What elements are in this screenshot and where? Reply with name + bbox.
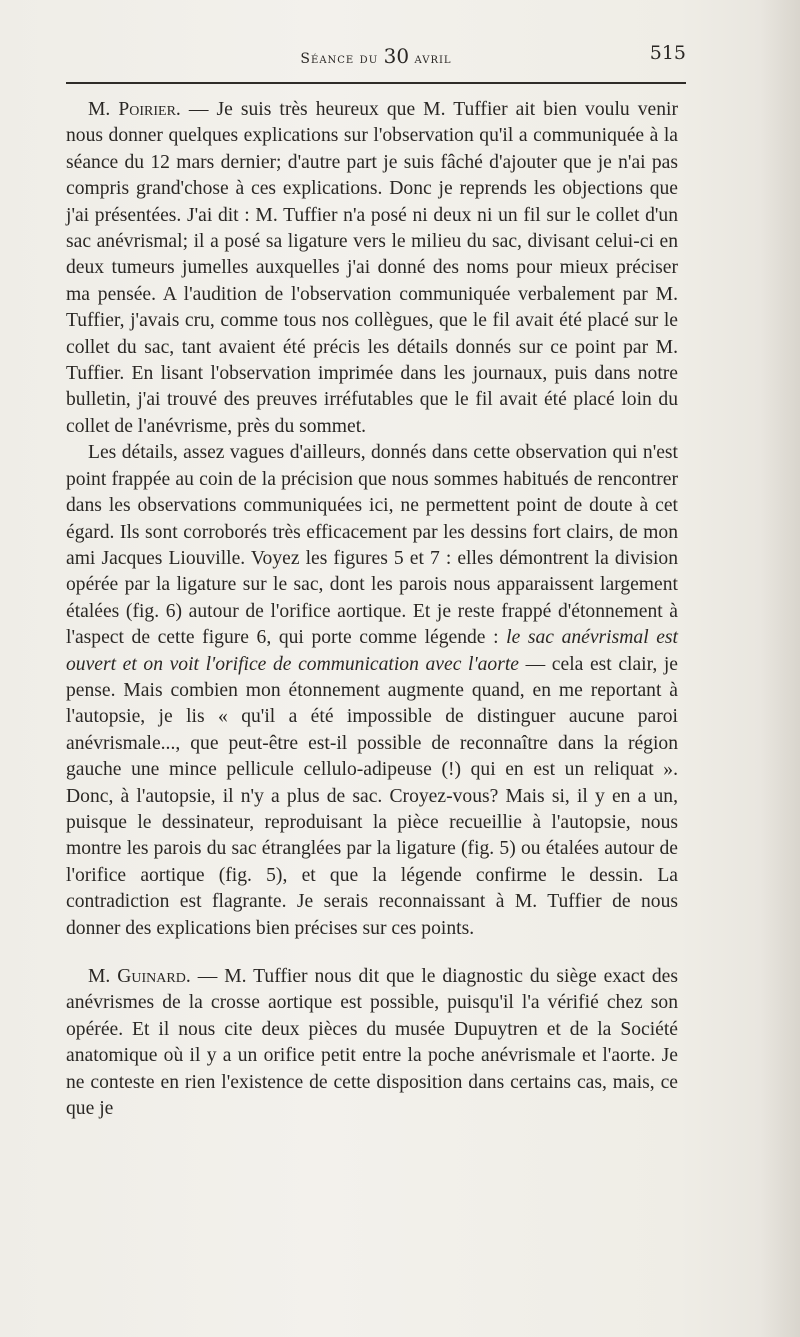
body-text [66,97,678,1122]
paragraph-details [66,440,678,942]
paragraph-text: Les détails, assez vagues d'ailleurs, donnés dans cette observation qui n'est point frappée au coin de la précision que nous sommes habitués de rencontrer dans les observations communiquées ici, ne permettent point de doute à cet égard. Ils sont corroborés très efficacement par les dessins fort clairs, de mon ami Jacques Liouville. Voyez les figures 5 et 7 : elles démontrent la division opérée par la ligature sur le sac, dont les parois nous apparaissent largement étalées (fig. 6) autour de l'orifice aortique. Et je reste frappé d'étonnement à l'aspect de cette figure 6, qui porte comme légende : [66,442,678,649]
speaker-name: M. Guinard. [88,966,191,987]
running-title-prefix: Séance du [300,51,384,67]
paragraph-text: — M. Tuffier nous dit que le diagnostic du siège exact des anévrismes de la crosse aortique est possible, puisqu'il l'a vérifié chez son opérée. Et il nous cite deux pièces du musée Dupuytren et de la Société anatomique où il y a un orifice petit entre la poche anévrismale et l'aorte. Je ne conteste en rien l'existence de cette disposition dans certains cas, mais, ce que je [66,966,678,1120]
page-edge-shadow [760,0,800,1337]
header-rule [66,82,686,84]
paragraph-guinard [66,964,678,1122]
speaker-name: M. Poirier. [88,99,181,120]
running-title-month: avril [409,51,452,67]
paragraph-text: — cela est clair, je pense. Mais combien mon étonnement augmente quand, en me reportant à l'autopsie, je lis « qu'il a été impossible de distinguer aucune paroi anévrismale..., que peut-être est-il possible de reconnaître dans la région gauche une mince pellicule cellulo-adipeuse (!) qui en est un reliquat ». Donc, à l'autopsie, il n'y a plus de sac. Croyez-vous? Mais si, il y en a un, puisque le dessinateur, reproduisant la pièce recueillie à l'autopsie, nous montre les parois du sac étranglées par la ligature (fig. 5) ou étalées autour de l'orifice aortique (fig. 5), et que la légende confirme le dessin. La contradiction est flagrante. Je serais reconnaissant à M. Tuffier de nous donner des explications bien précises sur ces points. [66,653,678,939]
page-number: 515 [649,42,686,64]
paragraph-poirier [66,97,678,440]
paragraph-text: — Je suis très heureux que M. Tuffier ait bien voulu venir nous donner quelques explications sur l'observation qu'il a communiquée à la séance du 12 mars dernier; d'autre part je suis fâché d'ajouter que je n'ai pas compris grand'chose à ces explications. Donc je reprends les objections que j'ai présentées. J'ai dit : M. Tuffier n'a posé ni deux ni un fil sur le collet d'un sac anévrismal; il a posé sa ligature vers le milieu du sac, divisant celui-ci en deux tumeurs jumelles auxquelles j'ai donné des noms pour mieux préciser ma pensée. A l'audition de l'observation communiquée verbalement par M. Tuffier, j'avais cru, comme tous nos collègues, que le fil avait été placé sur le collet du sac, tant avaient été précis les détails donnés sur ce point par M. Tuffier. En lisant l'observation imprimée dans les journaux, puis dans notre bulletin, j'ai trouvé des preuves irréfutables que le fil avait été placé loin du collet de l'anévrisme, près du sommet. [66,99,678,437]
running-title-day: 30 [383,44,410,68]
figure-legend-quote: le sac anévrismal est ouvert et on voit l'orifice de communication avec l'aorte [66,627,678,675]
running-title [66,44,686,68]
running-header [66,38,686,72]
